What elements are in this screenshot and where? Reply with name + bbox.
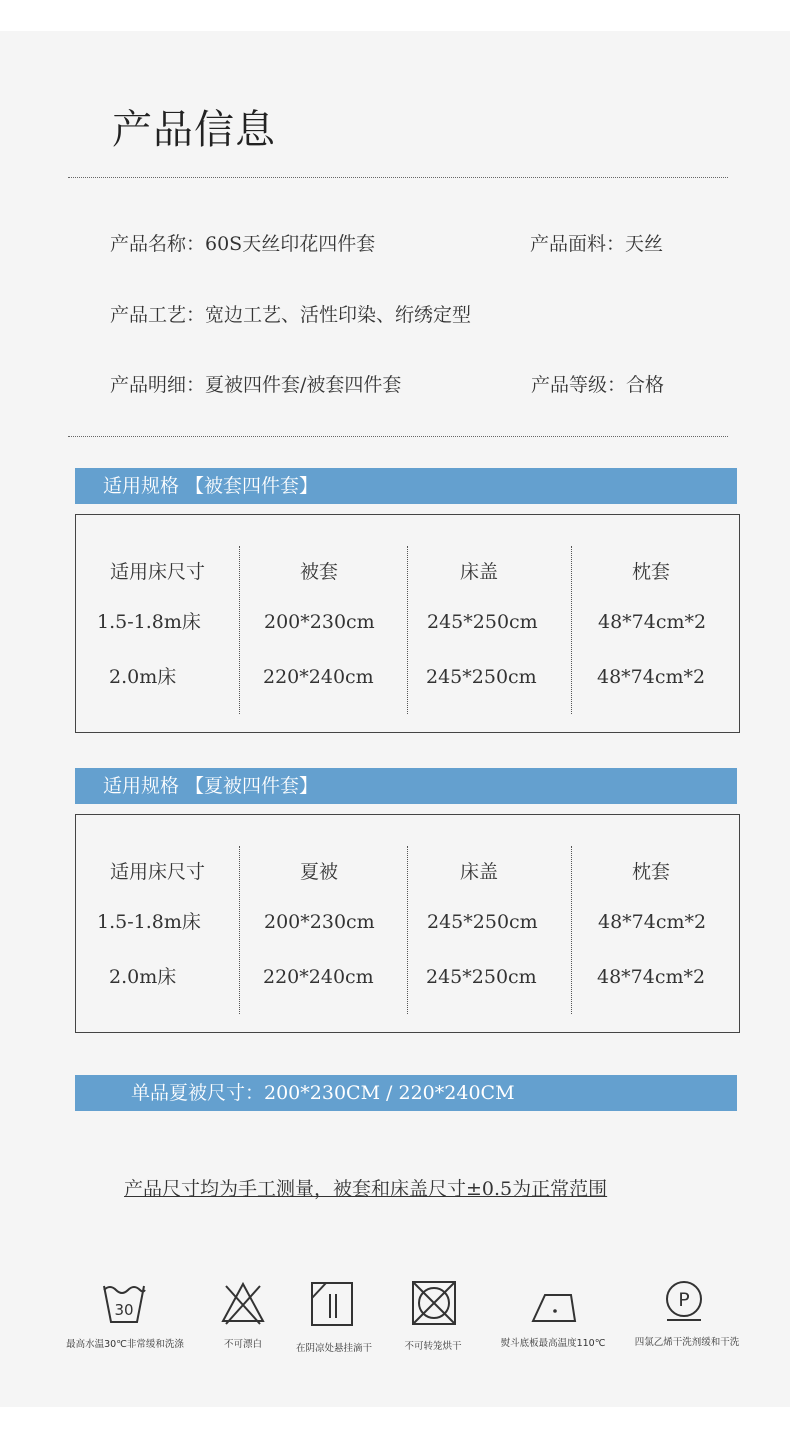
no-bleach-icon [220, 1281, 266, 1325]
dry-clean-letter: P [678, 1289, 690, 1311]
spec2-row2-summer-quilt: 220*240cm [263, 966, 374, 988]
spec1-row2-bed-size: 2.0m床 [109, 666, 177, 688]
page-title: 产品信息 [112, 107, 276, 153]
spec2-header-pillowcase: 枕套 [632, 861, 671, 883]
spec1-table [75, 514, 740, 733]
spec2-column-divider [407, 846, 408, 1014]
drip-dry-shade-icon [310, 1280, 354, 1328]
spec1-header-pillowcase: 枕套 [632, 561, 671, 583]
spec2-row2-bed-size: 2.0m床 [109, 966, 177, 988]
care-label-no-bleach: 不可漂白 [223, 1339, 263, 1350]
dry-clean-p-icon [661, 1278, 707, 1324]
iron-low-icon [531, 1289, 577, 1325]
single-size-bar [75, 1075, 737, 1111]
wash-30-icon [101, 1281, 147, 1327]
care-label-drip-dry: 在阴凉处悬挂滴干 [295, 1343, 373, 1354]
divider-bottom [68, 436, 728, 437]
info-craft: 产品工艺：宽边工艺、活性印染、绗绣定型 [110, 304, 472, 326]
spec1-header-bed-size: 适用床尺寸 [110, 561, 206, 583]
care-label-wash: 最高水温30℃非常缓和洗涤 [66, 1339, 184, 1350]
spec1-header-bedspread: 床盖 [460, 561, 499, 583]
wash-temperature-number: 30 [114, 1301, 134, 1319]
spec2-title: 适用规格 【夏被四件套】 [103, 775, 319, 797]
spec1-row1-bedspread: 245*250cm [427, 611, 538, 633]
care-label-no-tumble-dry: 不可转笼烘干 [404, 1341, 462, 1352]
spec1-header-duvet: 被套 [300, 561, 339, 583]
spec1-row1-pillowcase: 48*74cm*2 [598, 611, 707, 633]
single-size-text: 单品夏被尺寸：200*230CM / 220*240CM [131, 1082, 515, 1104]
spec2-row1-bed-size: 1.5-1.8m床 [97, 911, 201, 933]
spec2-table [75, 814, 740, 1033]
no-tumble-dry-icon [411, 1280, 457, 1326]
measurement-note: 产品尺寸均为手工测量，被套和床盖尺寸±0.5为正常范围 [124, 1178, 608, 1200]
spec2-header-bedspread: 床盖 [460, 861, 499, 883]
spec1-row1-duvet: 200*230cm [264, 611, 375, 633]
spec1-column-divider [407, 546, 408, 714]
spec1-row2-pillowcase: 48*74cm*2 [597, 666, 706, 688]
info-fabric: 产品面料：天丝 [530, 233, 664, 255]
spec1-title: 适用规格 【被套四件套】 [103, 475, 319, 497]
spec2-row2-bedspread: 245*250cm [426, 966, 537, 988]
spec2-column-divider [571, 846, 572, 1014]
spec2-header-bed-size: 适用床尺寸 [110, 861, 206, 883]
spec2-header-summer-quilt: 夏被 [300, 861, 339, 883]
info-grade: 产品等级：合格 [531, 374, 665, 396]
care-label-iron: 熨斗底板最高温度110℃ [500, 1338, 606, 1349]
spec1-title-bar [75, 468, 737, 504]
spec2-title-bar [75, 768, 737, 804]
spec1-column-divider [571, 546, 572, 714]
spec1-column-divider [239, 546, 240, 714]
info-product-name: 产品名称：60S天丝印花四件套 [110, 233, 376, 255]
spec1-row2-bedspread: 245*250cm [426, 666, 537, 688]
spec2-row2-pillowcase: 48*74cm*2 [597, 966, 706, 988]
info-detail: 产品明细：夏被四件套/被套四件套 [110, 374, 402, 396]
spec1-row2-duvet: 220*240cm [263, 666, 374, 688]
spec2-row1-pillowcase: 48*74cm*2 [598, 911, 707, 933]
spec2-row1-bedspread: 245*250cm [427, 911, 538, 933]
spec1-row1-bed-size: 1.5-1.8m床 [97, 611, 201, 633]
spec2-row1-summer-quilt: 200*230cm [264, 911, 375, 933]
spec2-column-divider [239, 846, 240, 1014]
divider-top [68, 177, 728, 178]
care-label-dry-clean: 四氯乙烯干洗剂缓和干洗 [634, 1337, 740, 1348]
